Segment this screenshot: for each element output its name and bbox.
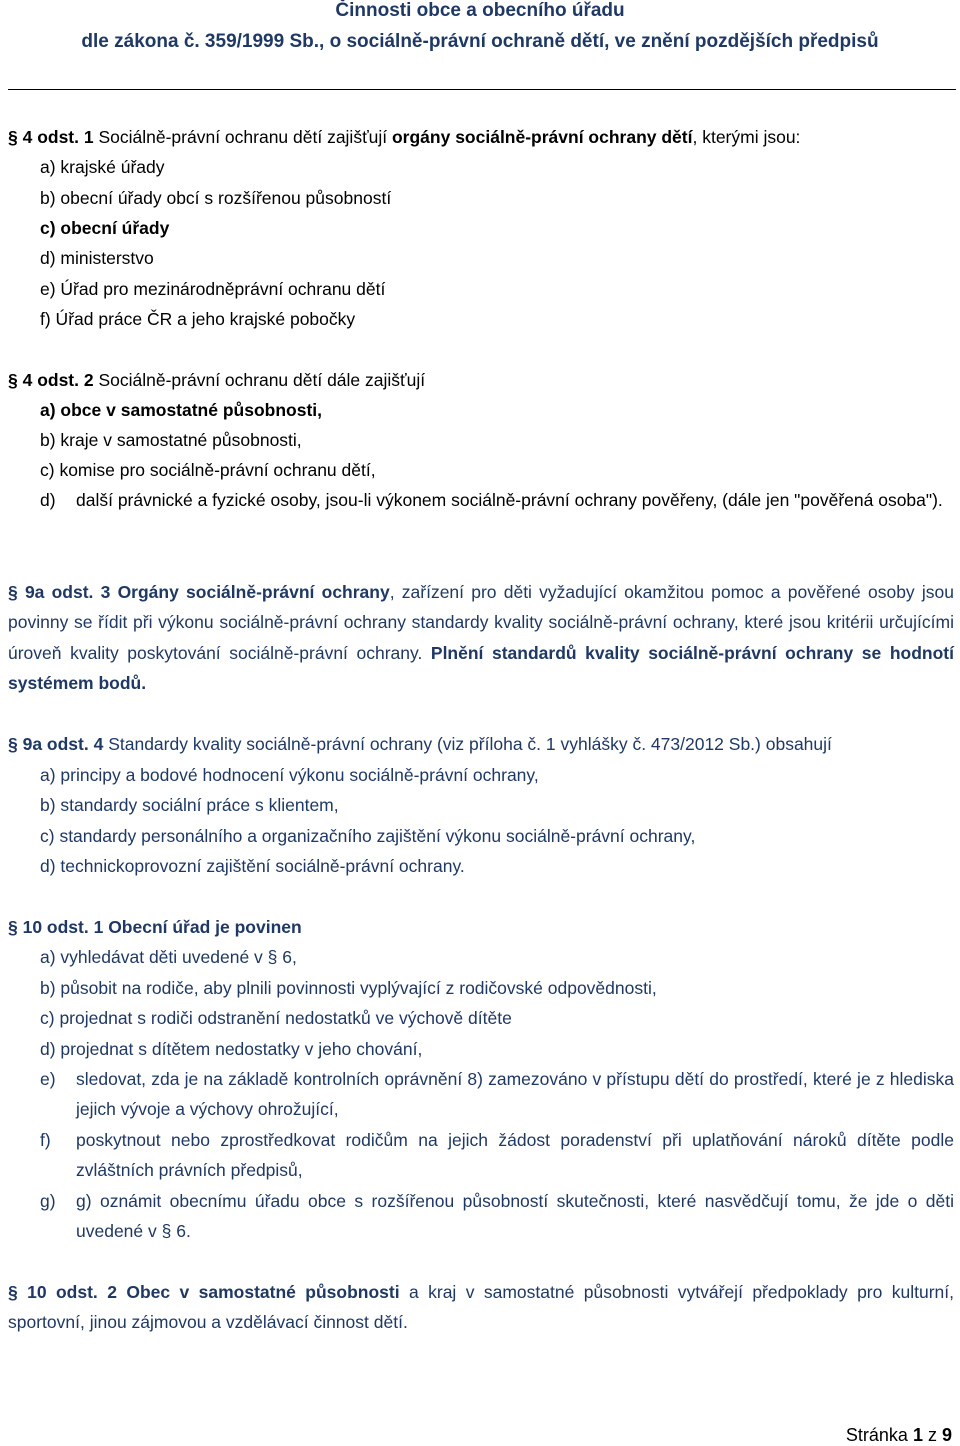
list-item: g) oznámit obecnímu úřadu obce s rozšířenou působností skutečnosti, které nasvědčují tomu, že jde o děti uvedené v § 6.: [76, 1191, 954, 1242]
section-4-1-intro: § 4 odst. 1 Sociálně-právní ochranu dětí zajišťují orgány sociálně-právní ochrany dětí, kterými jsou:: [8, 127, 801, 147]
list-item: a) vyhledávat děti uvedené v § 6,: [40, 947, 297, 967]
list-item: b) standardy sociální práce s klientem,: [40, 795, 339, 815]
page-number: Stránka 1 z 9: [845, 1425, 952, 1445]
list-item: b) obecní úřady obcí s rozšířenou působností: [40, 188, 392, 208]
list-item: e) Úřad pro mezinárodněprávní ochranu dětí: [40, 279, 386, 299]
list-item: další právnické a fyzické osoby, jsou-li výkonem sociálně-právní ochrany pověřeny, (dále jen "pověřená osoba").: [76, 490, 943, 510]
page-header-title: Činnosti obce a obecního úřadu: [335, 0, 625, 21]
section-10-1-intro: § 10 odst. 1 Obecní úřad je povinen: [8, 917, 302, 937]
list-item: a) principy a bodové hodnocení výkonu sociálně-právní ochrany,: [40, 765, 539, 785]
section-ref: § 9a odst. 4: [8, 734, 104, 754]
list-item: d) projednat s dítětem nedostatky v jeho chování,: [40, 1039, 423, 1059]
list-item-marker: e): [40, 1069, 56, 1089]
section-4-2-intro: § 4 odst. 2 Sociálně-právní ochranu dětí dále zajišťují: [8, 370, 426, 390]
section-ref: § 10 odst. 2: [8, 1282, 117, 1302]
list-item: a) obce v samostatné působnosti,: [40, 400, 322, 420]
page-header-subtitle: dle zákona č. 359/1999 Sb., o sociálně-právní ochraně dětí, ve znění pozdějších předpisů: [81, 31, 879, 52]
section-ref: § 10 odst. 1: [8, 917, 104, 937]
list-item: d) technickoprovozní zajištění sociálně-právní ochrany.: [40, 856, 465, 876]
list-item: sledovat, zda je na základě kontrolních oprávnění 8) zamezováno v přístupu dětí do prostředí, které je z hlediska jejich vývoje a výchovy ohrožující,: [76, 1069, 954, 1120]
list-item: c) projednat s rodiči odstranění nedostatků ve výchově dítěte: [40, 1008, 512, 1028]
list-item: c) obecní úřady: [40, 218, 170, 238]
section-ref: § 9a odst. 3: [8, 582, 111, 602]
list-item: d) ministerstvo: [40, 248, 154, 268]
section-10-2-paragraph: § 10 odst. 2 Obec v samostatné působnosti a kraj v samostatné působnosti vytvářejí předpoklady pro kulturní, sportovní, jinou zájmovou a vzdělávací činnost dětí.: [8, 1282, 955, 1333]
section-9a-3-paragraph: § 9a odst. 3 Orgány sociálně-právní ochrany, zařízení pro děti vyžadující okamžitou pomoc a pověřené osoby jsou povinny se řídit při výkonu sociálně-právní ochrany standardy kvality sociálně-právní ochrany, které jsou kritérii určujícími úroveň kvality poskytování sociálně-právní ochrany. Plnění standardů kvality sociálně-právní ochrany se hodnotí systémem bodů.: [8, 582, 954, 694]
list-item: c) standardy personálního a organizačního zajištění výkonu sociálně-právní ochrany,: [40, 826, 696, 846]
list-item-marker: f): [40, 1130, 51, 1150]
header-divider: [8, 89, 956, 90]
list-item: b) působit na rodiče, aby plnili povinnosti vyplývající z rodičovské odpovědnosti,: [40, 978, 657, 998]
list-item-marker: g): [40, 1191, 56, 1211]
section-9a-4-intro: § 9a odst. 4 Standardy kvality sociálně-právní ochrany (viz příloha č. 1 vyhlášky č. 473/2012 Sb.) obsahují: [8, 734, 832, 754]
list-item: a) krajské úřady: [40, 157, 165, 177]
list-item: b) kraje v samostatné působnosti,: [40, 430, 302, 450]
section-ref: § 4 odst. 2: [8, 370, 94, 390]
section-ref: § 4 odst. 1: [8, 127, 94, 147]
list-item: c) komise pro sociálně-právní ochranu dětí,: [40, 460, 376, 480]
list-item: f) Úřad práce ČR a jeho krajské pobočky: [40, 309, 356, 329]
list-item: poskytnout nebo zprostředkovat rodičům na jejich žádost poradenství při uplatňování nároků dítěte podle zvláštních právních předpisů,: [76, 1130, 954, 1181]
list-item-marker: d): [40, 490, 56, 510]
